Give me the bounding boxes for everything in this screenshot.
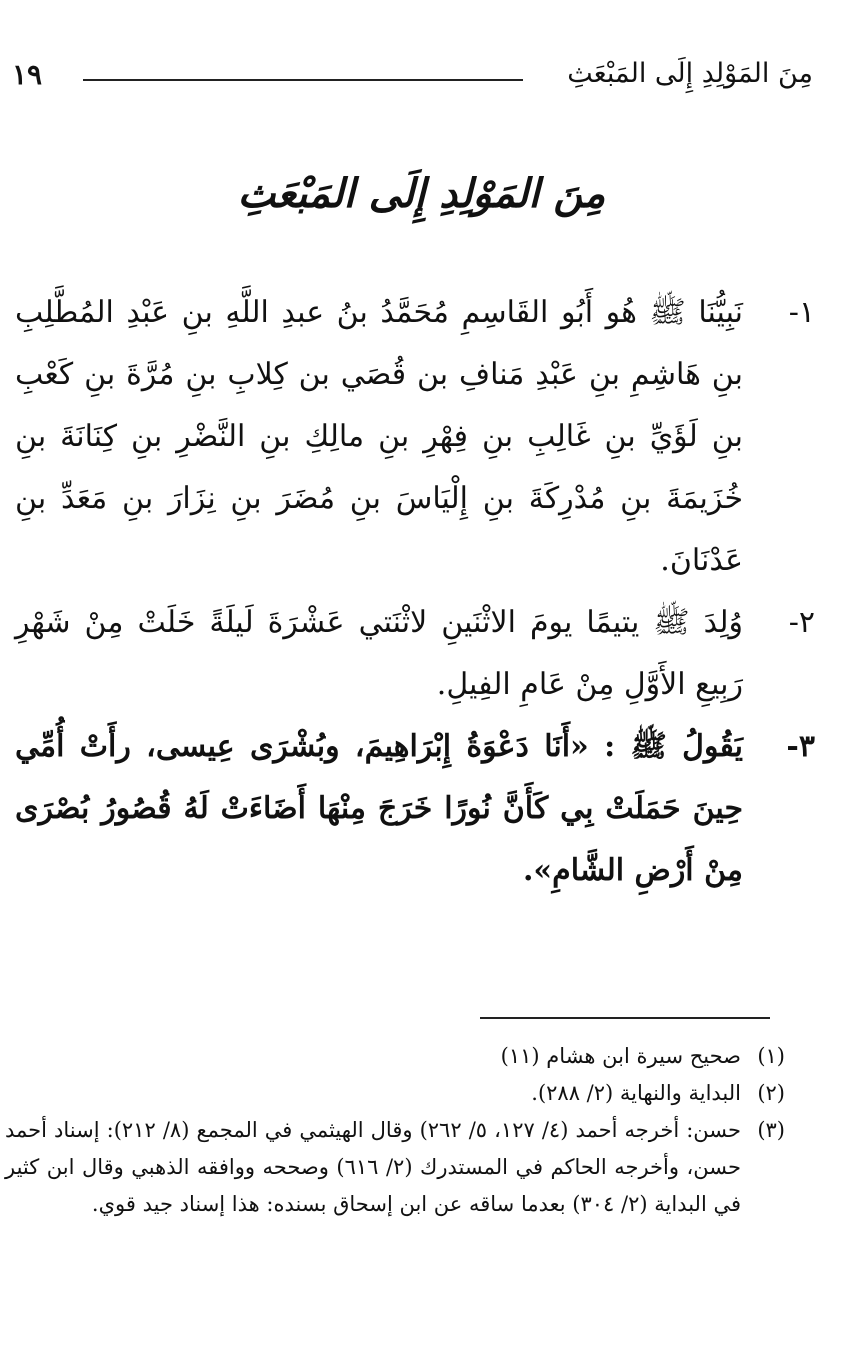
list-item: [15, 716, 815, 902]
footnote: [5, 1038, 785, 1075]
footnote: [5, 1075, 785, 1112]
item-number: ١-: [788, 295, 815, 330]
list-item: [15, 592, 815, 716]
list-item: [15, 282, 815, 592]
header-rule: [83, 79, 523, 81]
chapter-title: مِنَ المَوْلِدِ إِلَى المَبْعَثِ: [237, 170, 606, 217]
item-text: وُلِدَ ﷺ يتيمًا يومَ الاثْنَينِ لاثْنَتي عَشْرَةَ لَيلَةً خَلَتْ مِنْ شَهْرِ رَبِيعِ الأَوَّلِ مِنْ عَامِ الفِيلِ.: [15, 605, 743, 702]
footnote-text: البداية والنهاية (٢/ ٢٨٨).: [531, 1081, 741, 1105]
footnote-number: (٣): [757, 1118, 785, 1142]
footnote-separator: [480, 1017, 770, 1019]
running-title: مِنَ المَوْلِدِ إِلَى المَبْعَثِ: [567, 58, 813, 89]
page-number: ١٩: [12, 58, 43, 91]
running-header: [0, 52, 843, 102]
footnote: [5, 1112, 785, 1223]
item-text: يَقُولُ ﷺ : «أَنَا دَعْوَةُ إِبْرَاهِيمَ، وبُشْرَى عِيسى، رأَتْ أُمِّي حِينَ حَمَلَتْ بِي كَأَنَّ نُورًا خَرَجَ مِنْهَا أَضَاءَتْ لَهُ قُصُورُ بُصْرَى مِنْ أَرْضِ الشَّامِ».: [15, 729, 743, 888]
main-text: [15, 282, 815, 902]
item-number: ٣-: [786, 729, 815, 764]
footnote-text: صحيح سيرة ابن هشام (١١): [500, 1044, 741, 1068]
item-number: ٢-: [788, 605, 815, 640]
footnote-text: حسن: أخرجه أحمد (٤/ ١٢٧، ٥/ ٢٦٢) وقال الهيثمي في المجمع (٨/ ٢١٢): إسناد أحمد حسن، وأخرجه الحاكم في المستدرك (٢/ ٦١٦) وصححه ووافقه الذهبي وقال ابن كثير في البداية (٢/ ٣٠٤) بعدما ساقه عن ابن إسحاق بسنده: هذا إسناد جيد قوي.: [5, 1118, 741, 1216]
item-text: نَبِيُّنَا ﷺ هُو أَبُو القَاسِمِ مُحَمَّدُ بنُ عبدِ اللَّهِ بنِ عَبْدِ المُطَّلِبِ بنِ هَاشِمِ بنِ عَبْدِ مَنافِ بن قُصَي بن كِلابِ بنِ مُرَّةَ بنِ كَعْبِ بنِ لَؤَيِّ بنِ غَالِبِ بنِ فِهْرِ بنِ مالِكِ بنِ النَّضْرِ بنِ كِنَانَةَ بنِ خُزَيمَةَ بنِ مُدْرِكَةَ بنِ إِلْيَاسَ بنِ مُضَرَ بنِ نِزَارَ بنِ مَعَدِّ بنِ عَدْنَانَ.: [15, 295, 743, 578]
footnote-number: (١): [757, 1044, 785, 1068]
footnote-number: (٢): [757, 1081, 785, 1105]
footnotes: [5, 1038, 785, 1223]
